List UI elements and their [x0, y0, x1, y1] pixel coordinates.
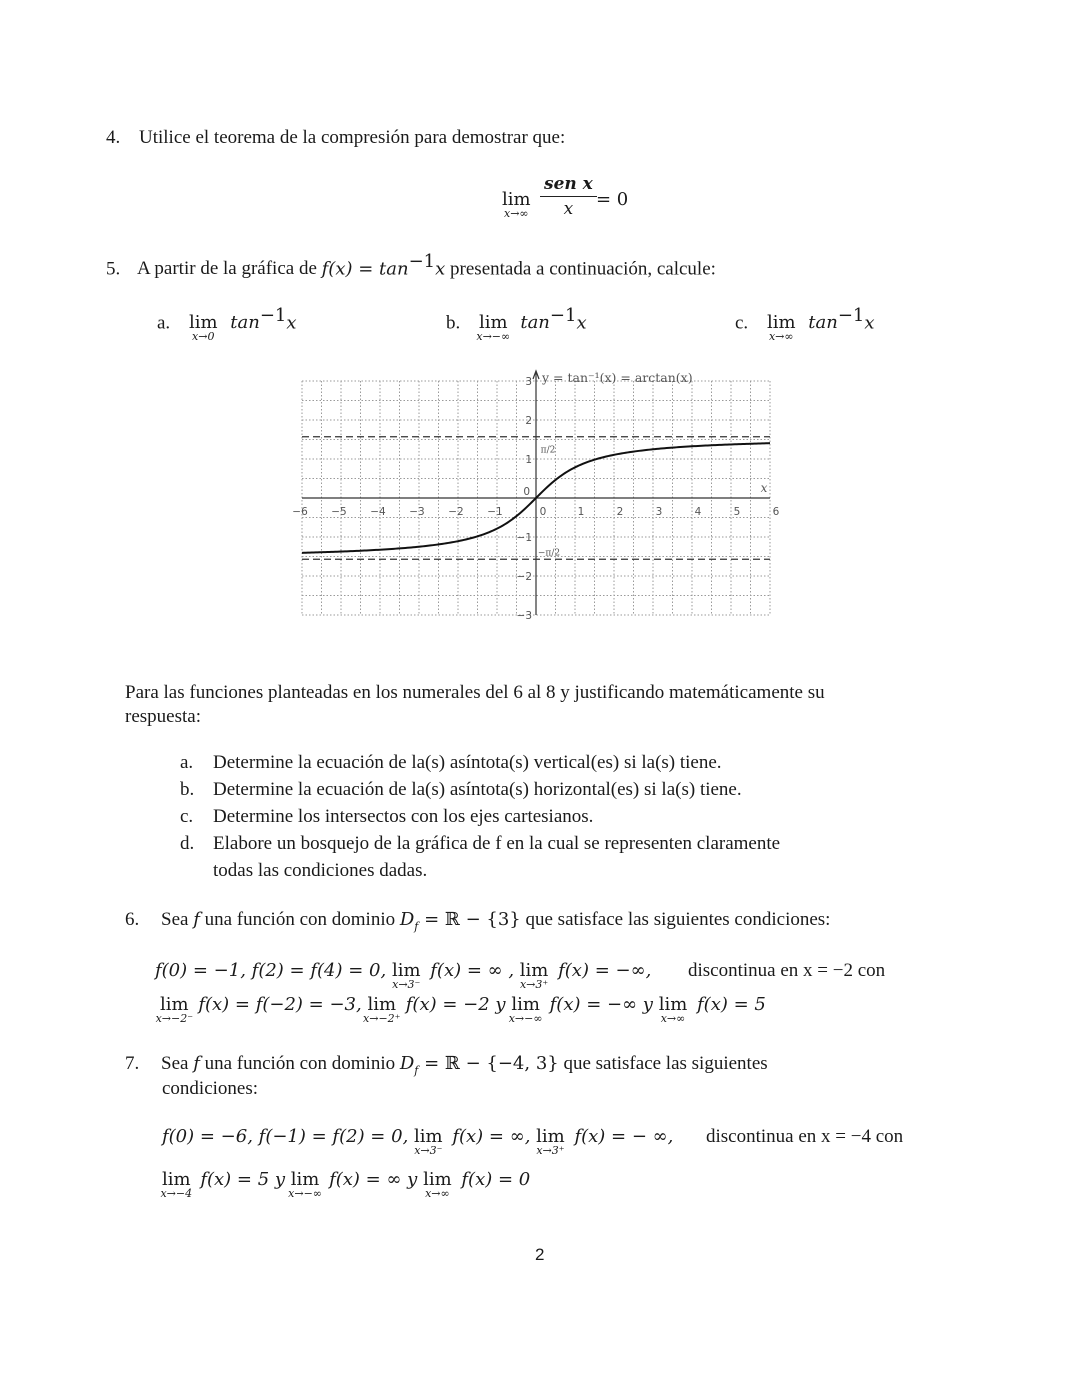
x-axis-label: x [760, 481, 768, 495]
q7-statement-cont: condiciones: [162, 1078, 259, 1099]
x-tick-label: 2 [616, 506, 624, 518]
q5-sup: −1 [408, 251, 436, 272]
list-item: c. Determine los intersectos con los ejes cartesianos. [180, 806, 594, 827]
q7-statement: 7. Sea f una función con dominio $D_f$ = ℝ − {−4, 3} que satisface las siguientes [125, 1053, 768, 1077]
x-tick-label: 6 [772, 506, 780, 518]
page-number: 2 [535, 1245, 545, 1264]
q5-function: f(x) = tan [321, 258, 409, 280]
arctan-chart [292, 365, 780, 622]
x-tick-label: 4 [694, 506, 702, 518]
x-tick-label: −6 [292, 506, 308, 518]
x-tick-label: −1 [487, 506, 503, 518]
q4-result: = 0 [596, 189, 629, 210]
y-tick-label: 2 [525, 415, 532, 427]
x-tick-label: −3 [409, 506, 425, 518]
q5-statement [106, 251, 716, 280]
q7-conditions-line2: lim x→−4 f(x) = 5 y lim x→−∞ f(x) = ∞ y lim x→∞ f(x) = 0 [160, 1169, 531, 1200]
q7-discontinua: discontinua en x = −4 con [706, 1126, 904, 1147]
q6-conditions-line2: lim x→−2⁻ f(x) = f(−2) = −3, lim x→−2⁺ f(x) = −2 y lim x→−∞ f(x) = −∞ y lim x→∞ f(x) = 5 [155, 994, 766, 1025]
q4-number: 4. [106, 127, 121, 148]
q5-item-c: c. lim x→∞ $\tan^{-1}x$ [735, 305, 875, 344]
x-tick-label: −2 [448, 506, 464, 518]
y-tick-label: −2 [516, 571, 532, 583]
q4-statement [106, 127, 565, 149]
y-tick-label: 1 [525, 454, 532, 466]
q4-text: Utilice el teorema de la compresión para demostrar que: [139, 127, 566, 148]
fraction-numerator: sen x [540, 174, 597, 197]
list-item-continuation: todas las condiciones dadas. [213, 860, 428, 881]
q5-text-after: presentada a continuación, calcule: [445, 258, 716, 280]
q5-text-before: A partir de la gráfica de [137, 258, 322, 280]
q5-item-b: b. lim x→−∞ $\tan^{-1}x$ [446, 305, 587, 344]
q5-var: x [435, 258, 446, 280]
x-tick-label: 5 [733, 506, 741, 518]
asymptote-label-top: π/2 [540, 445, 556, 456]
q6-conditions-line1: f(0) = −1, f(2) = f(4) = 0, lim x→3⁻ f(x) = ∞ , lim x→3⁺ f(x) = −∞, [155, 960, 652, 991]
x-tick-label: 0 [539, 506, 547, 518]
q6-discontinua: discontinua en x = −2 con [688, 960, 886, 981]
list-item: b. Determine la ecuación de la(s) asíntota(s) horizontal(es) si la(s) tiene. [180, 779, 742, 800]
list-item: d. Elabore un bosquejo de la gráfica de f en la cual se representen claramente [180, 833, 781, 854]
q7-conditions-line1: f(0) = −6, f(−1) = f(2) = 0, lim x→3⁻ f(x) = ∞, lim x→3⁺ f(x) = − ∞, [162, 1126, 674, 1157]
y-tick-label: −1 [516, 532, 532, 544]
q6-statement: 6. Sea f una función con dominio $D_f$ = ℝ − {3} que satisface las siguientes condiciones: [125, 909, 831, 933]
q5-number: 5. [106, 258, 121, 280]
y-tick-label: 3 [525, 376, 532, 388]
chart-title: y = tan⁻¹(x) = arctan(x) [542, 370, 693, 385]
x-tick-label: 3 [655, 506, 663, 518]
x-tick-label: −5 [331, 506, 347, 518]
x-tick-label: 1 [577, 506, 585, 518]
lim-sub: x→∞ [504, 207, 529, 220]
intro-text-2: respuesta: [125, 706, 201, 727]
y-tick-label: −3 [516, 610, 532, 622]
x-tick-label: −4 [370, 506, 386, 518]
asymptote-label-bottom: −π/2 [537, 548, 561, 559]
list-item: a. Determine la ecuación de la(s) asíntota(s) vertical(es) si la(s) tiene. [180, 752, 722, 773]
lim-word: lim [502, 189, 531, 210]
fraction [540, 174, 597, 219]
q5-item-a: a. lim x→0 $\tan^{-1}x$ [157, 305, 297, 344]
fraction-denominator: x [563, 199, 574, 219]
y-tick-label: 0 [523, 486, 530, 498]
intro-text: Para las funciones planteadas en los numerales del 6 al 8 y justificando matemáticamente su [125, 682, 825, 703]
